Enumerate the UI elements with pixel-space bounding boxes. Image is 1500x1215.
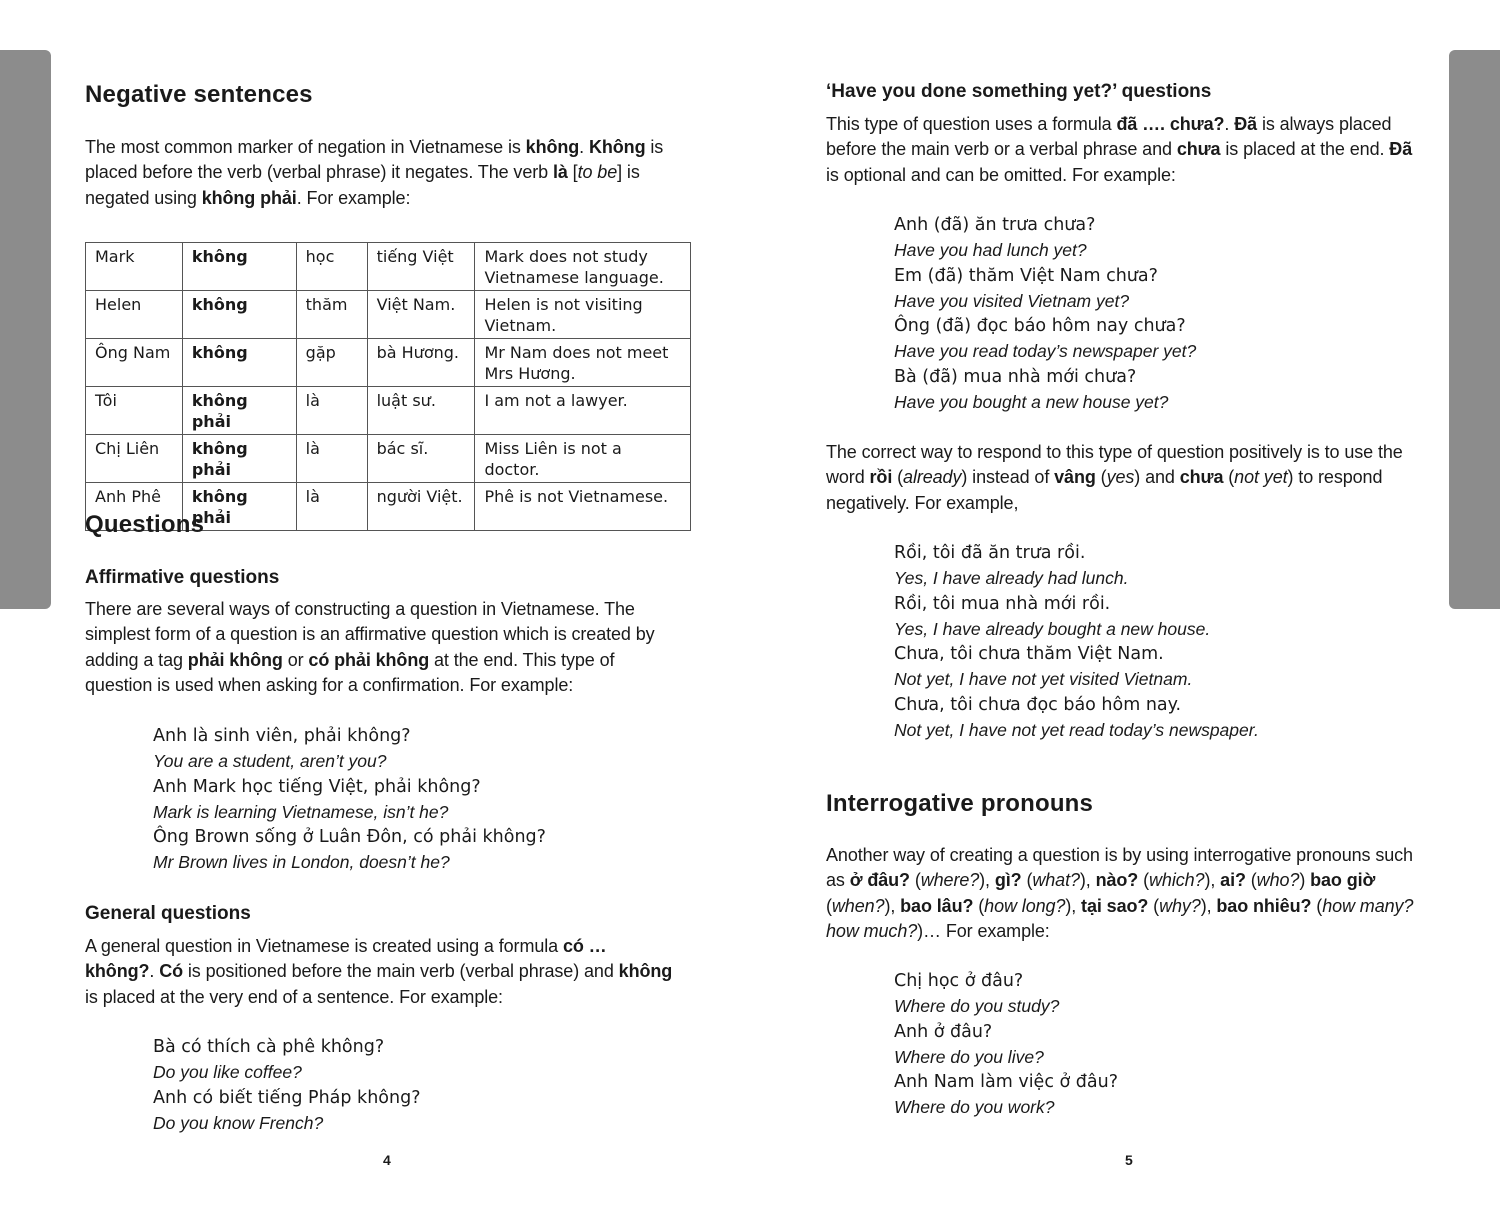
- table-cell: Tôi: [86, 387, 183, 435]
- example-translation: You are a student, aren’t you?: [153, 751, 387, 772]
- text-run: ),: [1200, 895, 1217, 916]
- italic-gloss: when?: [831, 895, 885, 916]
- example-vietnamese: Anh (đã) ăn trưa chưa?: [894, 215, 1096, 235]
- text-run: ) and: [1134, 467, 1180, 488]
- bold-term: chưa: [1176, 139, 1221, 160]
- bold-term: bao giờ: [1310, 870, 1376, 891]
- page-number-left: 4: [383, 1152, 391, 1168]
- bold-term: bao lâu?: [900, 895, 974, 916]
- section-title-questions: Questions: [85, 511, 205, 538]
- text-run: or: [282, 649, 309, 670]
- subsection-title-have-you-done-yet: ‘Have you done something yet?’ questions: [826, 81, 1212, 102]
- text-run: This type of question uses a formula: [826, 114, 1117, 134]
- text-run: ) instead of: [961, 467, 1055, 488]
- bold-term: gì?: [994, 870, 1022, 891]
- example-vietnamese: Rồi, tôi đã ăn trưa rồi.: [894, 543, 1086, 563]
- table-cell: không phải: [182, 435, 296, 483]
- bold-term: phải không: [187, 649, 283, 670]
- text-run: There are several ways of constructing a question in Vietnamese. The simplest form of a question is an affirmative question which is created by adding a tag: [85, 599, 655, 670]
- text-run: at the end. This type of question is used when asking for a confirmation. For example:: [85, 649, 615, 695]
- table-cell: Helen is not visiting Vietnam.: [475, 291, 691, 339]
- affirmative-questions-paragraph: [85, 597, 685, 698]
- example-translation: Do you like coffee?: [153, 1062, 302, 1083]
- example-vietnamese: Anh Mark học tiếng Việt, phải không?: [153, 776, 481, 797]
- table-cell: bác sĩ.: [367, 435, 475, 483]
- text-run: . For example:: [296, 187, 411, 208]
- table-cell: là: [296, 435, 367, 483]
- table-cell: học: [296, 243, 367, 291]
- example-vietnamese: Chưa, tôi chưa thăm Việt Nam.: [894, 644, 1164, 665]
- bold-term: là: [552, 162, 568, 183]
- text-run: is placed before the verb (verbal phrase) it negates. The verb: [85, 137, 664, 183]
- text-run: ),: [1065, 895, 1082, 916]
- example-vietnamese: Ông Brown sống ở Luân Đôn, có phải không?: [153, 827, 546, 848]
- text-run: )… For example:: [917, 920, 1050, 941]
- example-vietnamese: Anh ở đâu?: [894, 1021, 993, 1042]
- bold-term: rồi: [869, 467, 893, 488]
- general-examples: [85, 1035, 693, 1136]
- example-vietnamese: Anh Nam làm việc ở đâu?: [894, 1072, 1118, 1093]
- subsection-title-general-questions: General questions: [85, 903, 251, 924]
- italic-gloss: where?: [920, 870, 980, 891]
- text-run: .: [579, 137, 589, 157]
- affirmative-examples: [85, 724, 693, 876]
- table-cell: tiếng Việt: [367, 243, 475, 291]
- bold-term: Có: [159, 961, 183, 982]
- bold-term: Không: [588, 137, 646, 157]
- table-cell: là: [296, 387, 367, 435]
- table-cell: Helen: [86, 291, 183, 339]
- section-title-interrogative-pronouns: Interrogative pronouns: [826, 790, 1094, 817]
- text-run: is placed at the very end of a sentence. For example:: [85, 986, 503, 1007]
- italic-gloss: who?: [1256, 870, 1300, 891]
- example-translation: Have you visited Vietnam yet?: [894, 290, 1130, 311]
- table-cell: Anh Phê: [86, 483, 183, 531]
- example-translation: Not yet, I have not yet read today’s newspaper.: [894, 720, 1259, 741]
- example-translation: Where do you study?: [894, 996, 1060, 1017]
- page-edge-tab-left: [0, 50, 51, 609]
- example-vietnamese: Em (đã) thăm Việt Nam chưa?: [894, 265, 1158, 286]
- text-run: (: [1311, 895, 1323, 916]
- italic-gloss: to be: [577, 162, 618, 183]
- italic-gloss: which?: [1149, 870, 1205, 891]
- section-title-negative-sentences: Negative sentences: [85, 81, 313, 108]
- text-run: (: [826, 895, 832, 916]
- bold-term: bao nhiêu?: [1216, 895, 1312, 916]
- text-run: (: [1095, 467, 1107, 488]
- bold-term: Đã: [1234, 114, 1258, 134]
- text-run: is optional and can be omitted. For example:: [826, 164, 1176, 185]
- example-translation: Mr Brown lives in London, doesn’t he?: [153, 852, 450, 873]
- table-cell: I am not a lawyer.: [475, 387, 691, 435]
- text-run: ),: [1204, 870, 1221, 891]
- example-translation: Yes, I have already had lunch.: [894, 568, 1129, 589]
- bold-term: chưa: [1179, 467, 1224, 488]
- text-run: (: [1021, 870, 1033, 891]
- table-cell: Miss Liên is not a doctor.: [475, 435, 691, 483]
- table-cell: gặp: [296, 339, 367, 387]
- example-translation: Not yet, I have not yet visited Vietnam.: [894, 669, 1193, 690]
- response-examples: [826, 541, 1434, 743]
- example-vietnamese: Anh là sinh viên, phải không?: [153, 726, 411, 746]
- bold-term: đã …. chưa?: [1116, 114, 1225, 134]
- italic-gloss: yes: [1106, 467, 1135, 488]
- text-run: ) to respond negatively. For example,: [826, 467, 1383, 513]
- subsection-title-affirmative-questions: Affirmative questions: [85, 567, 280, 588]
- interrogative-examples: [826, 969, 1434, 1121]
- text-run: (: [1148, 895, 1160, 916]
- table-row: [86, 339, 691, 387]
- italic-gloss: what?: [1032, 870, 1080, 891]
- text-run: A general question in Vietnamese is created using a formula: [85, 936, 563, 956]
- text-run: ] is negated using: [85, 162, 640, 208]
- example-translation: Do you know French?: [153, 1112, 324, 1133]
- text-run: (: [1245, 870, 1257, 891]
- general-questions-paragraph: [85, 934, 675, 1010]
- text-run: is placed at the end.: [1220, 139, 1390, 160]
- italic-gloss: why?: [1159, 895, 1201, 916]
- table-cell: Chị Liên: [86, 435, 183, 483]
- table-cell: không: [182, 291, 296, 339]
- bold-term: có phải không: [308, 649, 430, 670]
- table-cell: Phê is not Vietnamese.: [475, 483, 691, 531]
- bold-term: tại sao?: [1081, 895, 1149, 916]
- negation-intro-paragraph: [85, 135, 675, 211]
- table-cell: thăm: [296, 291, 367, 339]
- page-edge-tab-right: [1449, 50, 1500, 609]
- text-run: is positioned before the main verb (verbal phrase) and: [183, 961, 619, 982]
- text-run: The correct way to respond to this type of question positively is to use the word: [826, 442, 1403, 488]
- italic-gloss: how long?: [984, 895, 1066, 916]
- text-run: ),: [884, 895, 901, 916]
- bold-term: không phải: [201, 187, 297, 208]
- table-cell: người Việt.: [367, 483, 475, 531]
- table-cell: không: [182, 243, 296, 291]
- table-cell: Việt Nam.: [367, 291, 475, 339]
- text-run: (: [1138, 870, 1150, 891]
- bold-term: có … không?: [85, 936, 607, 982]
- bold-term: nào?: [1095, 870, 1139, 891]
- italic-gloss: how many? how much?: [826, 895, 1414, 941]
- example-vietnamese: Bà có thích cà phê không?: [153, 1037, 385, 1057]
- table-cell: luật sư.: [367, 387, 475, 435]
- interrogative-pronouns-paragraph: [826, 843, 1428, 944]
- bold-term: không: [525, 137, 580, 157]
- bold-term: ai?: [1220, 870, 1246, 891]
- table-row: [86, 243, 691, 291]
- table-cell: Ông Nam: [86, 339, 183, 387]
- table-cell: Mark: [86, 243, 183, 291]
- example-translation: Where do you work?: [894, 1097, 1055, 1118]
- table-cell: là: [296, 483, 367, 531]
- text-run: .: [1224, 114, 1235, 134]
- bold-term: không: [618, 961, 673, 982]
- example-translation: Yes, I have already bought a new house.: [894, 618, 1211, 639]
- page-number-right: 5: [1125, 1152, 1133, 1168]
- text-run: ): [1299, 870, 1311, 891]
- table-cell: Mr Nam does not meet Mrs Hương.: [475, 339, 691, 387]
- table-cell: bà Hương.: [367, 339, 475, 387]
- text-run: ),: [979, 870, 995, 891]
- example-vietnamese: Chưa, tôi chưa đọc báo hôm nay.: [894, 694, 1182, 715]
- have-you-done-yet-examples: [826, 213, 1434, 415]
- text-run: (: [973, 895, 985, 916]
- example-vietnamese: Bà (đã) mua nhà mới chưa?: [894, 366, 1137, 387]
- text-run: The most common marker of negation in Vietnamese is: [85, 137, 526, 157]
- example-vietnamese: Chị học ở đâu?: [894, 971, 1024, 991]
- example-vietnamese: Ông (đã) đọc báo hôm nay chưa?: [894, 316, 1186, 337]
- have-you-done-yet-paragraph: [826, 112, 1426, 188]
- text-run: .: [149, 961, 160, 982]
- table-row: [86, 435, 691, 483]
- example-vietnamese: Rồi, tôi mua nhà mới rồi.: [894, 593, 1111, 614]
- table-cell: Mark does not study Vietnamese language.: [475, 243, 691, 291]
- table-cell: không phải: [182, 387, 296, 435]
- italic-gloss: already: [903, 467, 962, 488]
- text-run: Another way of creating a question is by using interrogative pronouns such as: [826, 845, 1413, 891]
- text-run: is always placed before the main verb or a verbal phrase and: [826, 114, 1392, 160]
- text-run: (: [1223, 467, 1235, 488]
- table-row: [86, 291, 691, 339]
- example-translation: Where do you live?: [894, 1046, 1044, 1067]
- text-run: (: [892, 467, 904, 488]
- table-cell: không: [182, 339, 296, 387]
- example-vietnamese: Anh có biết tiếng Pháp không?: [153, 1087, 421, 1108]
- bold-term: Đã: [1389, 139, 1413, 160]
- response-paragraph: [826, 440, 1426, 516]
- bold-term: ở đâu?: [849, 870, 910, 891]
- example-translation: Mark is learning Vietnamese, isn’t he?: [153, 801, 449, 822]
- negation-examples-table: [85, 242, 691, 531]
- table-row: [86, 387, 691, 435]
- example-translation: Have you had lunch yet?: [894, 240, 1087, 261]
- table-cell: không phải: [182, 483, 296, 531]
- italic-gloss: not yet: [1234, 467, 1288, 488]
- text-run: [: [567, 162, 578, 183]
- example-translation: Have you bought a new house yet?: [894, 392, 1169, 413]
- example-translation: Have you read today’s newspaper yet?: [894, 341, 1197, 362]
- text-run: ),: [1079, 870, 1096, 891]
- bold-term: vâng: [1054, 467, 1096, 488]
- text-run: (: [909, 870, 921, 891]
